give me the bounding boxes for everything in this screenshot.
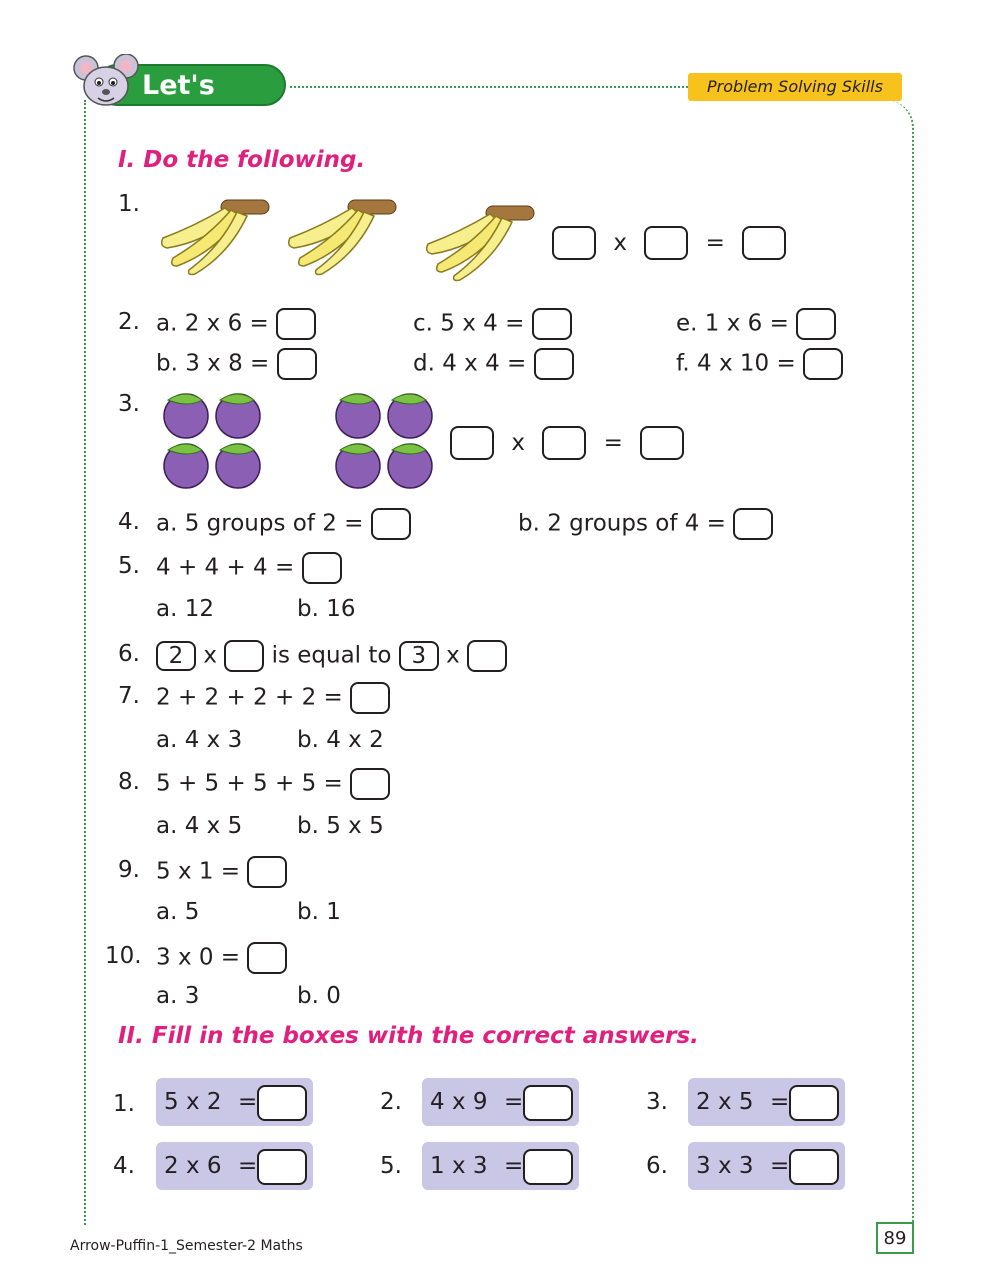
- q2-item-f: [676, 348, 843, 380]
- q5-expr: 4 + 4 + 4 =: [156, 554, 295, 581]
- q2-item-b: [156, 348, 317, 380]
- answer-box[interactable]: [789, 1085, 839, 1121]
- answer-box[interactable]: [534, 348, 574, 380]
- q2-d-text: d. 4 x 4 =: [413, 350, 527, 377]
- answer-box[interactable]: [224, 640, 264, 672]
- section-1-title: I. Do the following.: [118, 147, 366, 173]
- q9-expr: 5 x 1 =: [156, 858, 241, 885]
- q1-number: 1.: [118, 191, 140, 217]
- answer-box[interactable]: [247, 942, 287, 974]
- q10-expr: 3 x 0 =: [156, 944, 241, 971]
- banana-bunch-icon: [420, 192, 540, 282]
- q4-item-a: [156, 508, 411, 540]
- answer-box[interactable]: [467, 640, 507, 672]
- q8-number: 8.: [118, 769, 140, 795]
- q4-number: 4.: [118, 509, 140, 535]
- q2-f-text: f. 4 x 10 =: [676, 350, 796, 377]
- q2-item-d: [413, 348, 574, 380]
- equals-sign: =: [770, 1089, 790, 1115]
- header-dotted-rule: [290, 86, 688, 88]
- s2-expr: 3 x 3: [696, 1153, 754, 1179]
- q2-b-text: b. 3 x 8 =: [156, 350, 270, 377]
- skill-tag: Problem Solving Skills: [688, 73, 902, 101]
- q3-equation: [450, 426, 684, 460]
- q10-question: [156, 942, 287, 974]
- answer-box[interactable]: [257, 1149, 307, 1185]
- answer-box[interactable]: [532, 308, 572, 340]
- s2-item: [688, 1142, 845, 1190]
- q10-number: 10.: [105, 943, 142, 969]
- q2-item-a: [156, 308, 316, 340]
- answer-box[interactable]: [733, 508, 773, 540]
- s2-number: 5.: [380, 1153, 402, 1179]
- answer-box[interactable]: [542, 426, 586, 460]
- q5-option-b[interactable]: b. 16: [297, 596, 356, 622]
- q6-number: 6.: [118, 641, 140, 667]
- q6-question: [156, 640, 507, 672]
- answer-box[interactable]: [450, 426, 494, 460]
- equals-sign: =: [603, 429, 623, 456]
- q7-option-a[interactable]: a. 4 x 3: [156, 727, 243, 753]
- q9-option-a[interactable]: a. 5: [156, 899, 200, 925]
- s2-number: 3.: [646, 1089, 668, 1115]
- answer-box[interactable]: [276, 308, 316, 340]
- given-number-box: 2: [156, 641, 196, 671]
- answer-box[interactable]: [803, 348, 843, 380]
- q3-number: 3.: [118, 391, 140, 417]
- q4-a-text: a. 5 groups of 2 =: [156, 510, 364, 537]
- s2-item: [156, 1142, 313, 1190]
- banana-bunch-icon: [155, 186, 275, 276]
- answer-box[interactable]: [247, 856, 287, 888]
- s2-expr: 5 x 2: [164, 1089, 222, 1115]
- lets-solve-banner: Let's Solve: [96, 64, 286, 106]
- s2-expr: 4 x 9: [430, 1089, 488, 1115]
- q5-number: 5.: [118, 553, 140, 579]
- q2-e-text: e. 1 x 6 =: [676, 310, 789, 337]
- equals-sign: =: [238, 1089, 258, 1115]
- answer-box[interactable]: [523, 1149, 573, 1185]
- given-number-box: 3: [399, 641, 439, 671]
- q1-equation: [552, 226, 786, 260]
- equals-sign: =: [238, 1153, 258, 1179]
- q9-option-b[interactable]: b. 1: [297, 899, 341, 925]
- equals-sign: =: [504, 1089, 524, 1115]
- q5-option-a[interactable]: a. 12: [156, 596, 214, 622]
- banana-bunch-icon: [282, 186, 402, 276]
- s2-item: [156, 1078, 313, 1126]
- answer-box[interactable]: [640, 426, 684, 460]
- q7-number: 7.: [118, 683, 140, 709]
- answer-box[interactable]: [302, 552, 342, 584]
- q2-number: 2.: [118, 309, 140, 335]
- q4-item-b: [518, 508, 773, 540]
- equals-sign: =: [770, 1153, 790, 1179]
- equals-sign: =: [504, 1153, 524, 1179]
- s2-expr: 1 x 3: [430, 1153, 488, 1179]
- s2-number: 2.: [380, 1089, 402, 1115]
- times-sign: x: [203, 642, 217, 669]
- q5-question: [156, 552, 342, 584]
- q7-option-b[interactable]: b. 4 x 2: [297, 727, 384, 753]
- page-number: 89: [876, 1222, 914, 1254]
- equals-sign: =: [705, 229, 725, 256]
- answer-box[interactable]: [789, 1149, 839, 1185]
- brinjal-group-icon: [158, 386, 270, 492]
- times-sign: x: [613, 229, 627, 256]
- answer-box[interactable]: [552, 226, 596, 260]
- q8-option-b[interactable]: b. 5 x 5: [297, 813, 384, 839]
- answer-box[interactable]: [350, 682, 390, 714]
- q7-expr: 2 + 2 + 2 + 2 =: [156, 684, 343, 711]
- section-2-title: II. Fill in the boxes with the correct answers.: [118, 1023, 699, 1049]
- answer-box[interactable]: [742, 226, 786, 260]
- times-sign: x: [446, 642, 460, 669]
- times-sign: x: [511, 429, 525, 456]
- answer-box[interactable]: [523, 1085, 573, 1121]
- s2-number: 1.: [113, 1091, 135, 1117]
- answer-box[interactable]: [796, 308, 836, 340]
- answer-box[interactable]: [371, 508, 411, 540]
- s2-number: 6.: [646, 1153, 668, 1179]
- q10-option-a[interactable]: a. 3: [156, 983, 200, 1009]
- s2-number: 4.: [113, 1153, 135, 1179]
- q9-question: [156, 856, 287, 888]
- s2-item: [422, 1142, 579, 1190]
- brinjal-group-icon: [330, 386, 442, 492]
- s2-item: [422, 1078, 579, 1126]
- q8-question: [156, 768, 390, 800]
- mouse-mascot-icon: [72, 54, 142, 110]
- q2-item-e: [676, 308, 836, 340]
- s2-item: [688, 1078, 845, 1126]
- footer-book-title: Arrow-Puffin-1_Semester-2 Maths: [70, 1238, 303, 1254]
- q2-item-c: [413, 308, 572, 340]
- s2-expr: 2 x 5: [696, 1089, 754, 1115]
- q2-a-text: a. 2 x 6 =: [156, 310, 269, 337]
- answer-box[interactable]: [644, 226, 688, 260]
- q8-expr: 5 + 5 + 5 + 5 =: [156, 770, 343, 797]
- q7-question: [156, 682, 390, 714]
- answer-box[interactable]: [277, 348, 317, 380]
- answer-box[interactable]: [350, 768, 390, 800]
- q4-b-text: b. 2 groups of 4 =: [518, 510, 726, 537]
- answer-box[interactable]: [257, 1085, 307, 1121]
- q10-option-b[interactable]: b. 0: [297, 983, 341, 1009]
- q9-number: 9.: [118, 857, 140, 883]
- q6-mid-text: is equal to: [271, 642, 392, 669]
- q2-c-text: c. 5 x 4 =: [413, 310, 525, 337]
- q8-option-a[interactable]: a. 4 x 5: [156, 813, 243, 839]
- s2-expr: 2 x 6: [164, 1153, 222, 1179]
